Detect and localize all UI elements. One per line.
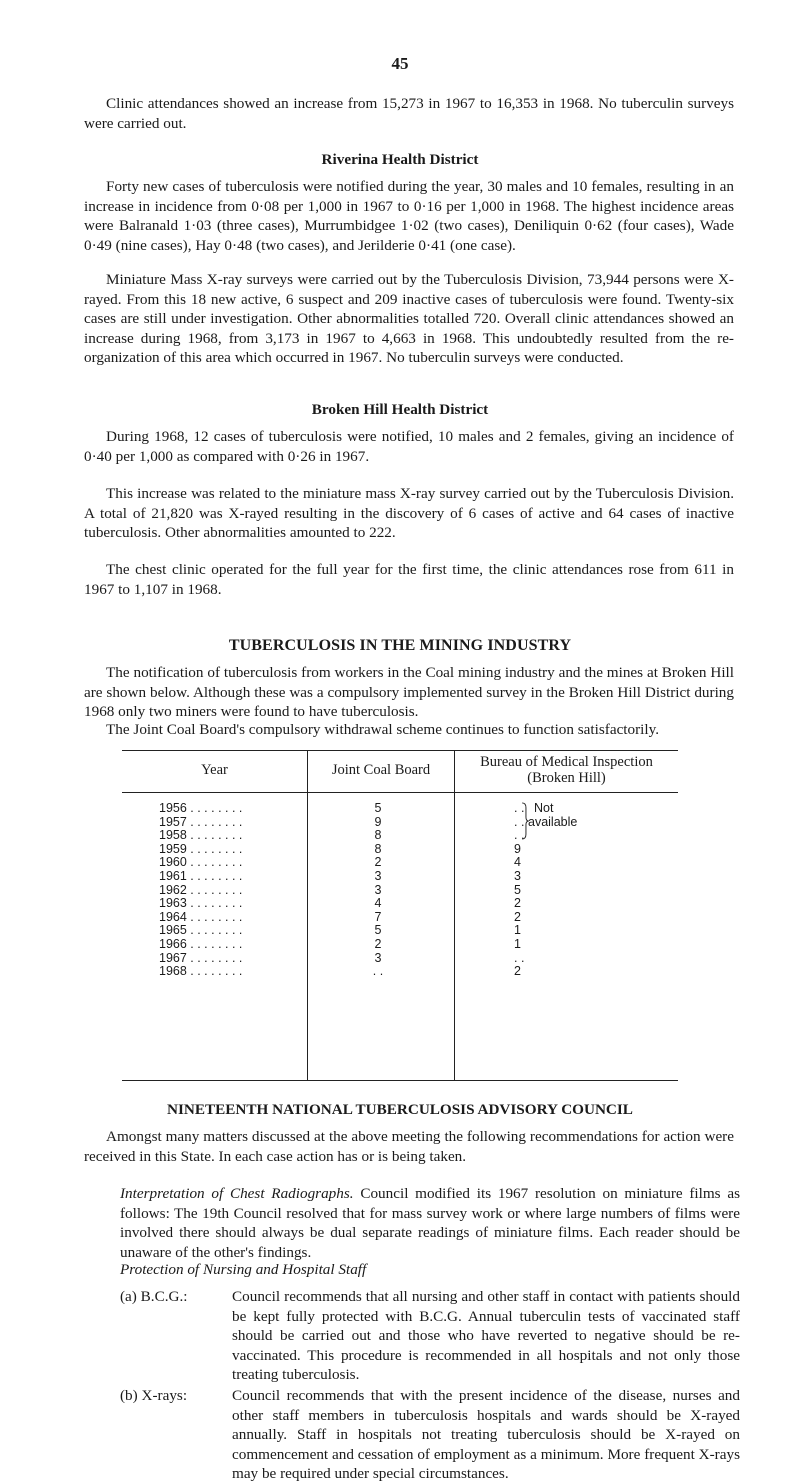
table-row-bmi: 1 [514, 936, 521, 951]
table-row-bmi: 3 [514, 868, 521, 883]
riverina-heading: Riverina Health District [321, 151, 479, 168]
recommendation-xrays-text: Council recommends that with the present incidence of the disease, nurses and other staff members in tuberculosis hospitals and wards should be X-rayed annually. Staff in hospitals not treating tuberculosis should be X-rayed on commencement and cessation of employment as a minimum. More frequent X-rays may be required under special circumstances. [232, 1387, 740, 1482]
table-row-jcb: 9 [374, 814, 382, 829]
table-row-jcb: 3 [374, 950, 382, 965]
table-row-year: 1958 . . . . . . . . [159, 828, 243, 843]
table-row-jcb: 5 [374, 801, 382, 815]
intro-paragraph: Clinic attendances showed an increase from 15,273 in 1967 to 16,353 in 1968. No tuberculin surveys were carried out. [84, 95, 734, 132]
page-number: 45 [391, 54, 409, 73]
table-row-year: 1963 . . . . . . . . [159, 896, 243, 911]
table-row-bmi: 4 [514, 855, 521, 870]
recommendation-bcg [120, 1287, 740, 1385]
council-heading: NINETEENTH NATIONAL TUBERCULOSIS ADVISORY COUNCIL [167, 1101, 633, 1118]
table-row-bmi: 2 [514, 964, 521, 979]
broken-hill-paragraph-3: The chest clinic operated for the full year for the first time, the clinic attendances rose from 611 in 1967 to 1,107 in 1968. [84, 561, 734, 598]
table-row-year: 1964 . . . . . . . . [159, 909, 243, 924]
table-row-jcb: 5 [374, 923, 382, 938]
interpretation-text: Council modified its 1967 resolution on miniature films as follows: The 19th Council resolved that for mass survey work or where large numbers of films were involved there should always be dual separate readings of miniature films. Each reader should be unaware of the other's findings. [120, 1185, 740, 1261]
table-row-bmi: 2 [514, 909, 521, 924]
table-row-jcb: 3 [374, 868, 382, 883]
table-row-year: 1956 . . . . . . . . [159, 801, 243, 815]
table-row-bmi: 5 [514, 882, 521, 897]
table-bottom-rule [122, 1080, 678, 1081]
table-row-year: 1968 . . . . . . . . [159, 964, 243, 979]
interpretation-title: Interpretation of Chest Radiographs. [120, 1185, 354, 1202]
mining-paragraph-1: The notification of tuberculosis from workers in the Coal mining industry and the mines at Broken Hill are shown below. Although these was a compulsory implemented survey in the Broken Hill District during 1968 only two miners were found to have tuberculosis. [84, 664, 734, 720]
header-bureau-line-1: Bureau of Medical Inspection [480, 754, 653, 770]
table-row-jcb: 8 [374, 841, 382, 856]
table-row-jcb: 8 [374, 828, 382, 843]
table-row-year: 1959 . . . . . . . . [159, 841, 243, 856]
header-joint-coal-board: Joint Coal Board [331, 762, 431, 778]
table-row-bmi: 1 [514, 923, 521, 938]
header-bureau [455, 754, 678, 786]
table-row-jcb: 3 [374, 882, 382, 897]
table-row-bmi: . . [514, 950, 525, 965]
table-row-year: 1965 . . . . . . . . [159, 923, 243, 938]
riverina-paragraph-2: Miniature Mass X-ray surveys were carried out by the Tuberculosis Division, 73,944 persons were X-rayed. From this 18 new active, 6 suspect and 209 inactive cases of tuberculosis were found. Twenty-six cases are still under investigation. Other abnormalities totalled 720. Overall clinic attendances showed an increase during 1968, from 3,173 in 1967 to 4,663 in 1968. This undoubtedly resulted from the re-organization of this area which occurred in 1967. No tuberculin surveys were conducted. [84, 271, 734, 366]
table-row-bmi: . . [514, 801, 525, 815]
table-top-rule [122, 750, 678, 751]
recommendation-bcg-label: (a) B.C.G.: [120, 1288, 188, 1305]
table-row-bmi: 9 [514, 841, 521, 856]
recommendation-xrays-label: (b) X-rays: [120, 1387, 188, 1404]
table-row-jcb: . . [372, 964, 384, 979]
interpretation-paragraph [120, 1184, 740, 1262]
table-row-year: 1960 . . . . . . . . [159, 855, 243, 870]
table-row-jcb: 7 [374, 909, 382, 924]
header-bureau-line-2: (Broken Hill) [527, 770, 606, 786]
mining-heading: TUBERCULOSIS IN THE MINING INDUSTRY [228, 637, 572, 654]
not-available-line-1: Not [534, 801, 554, 815]
not-available-note [528, 802, 577, 829]
council-paragraph: Amongst many matters discussed at the above meeting the following recommendations for action were received in this State. In each case action has or is being taken. [84, 1128, 734, 1165]
header-year: Year [201, 762, 228, 778]
table-row-jcb: 2 [374, 936, 382, 951]
riverina-paragraph-1: Forty new cases of tuberculosis were notified during the year, 30 males and 10 females, resulting in an increase in incidence from 0·08 per 1,000 in 1967 to 0·16 per 1,000 in 1968. The highest incidence areas were Balranald 1·03 (three cases), Murrumbidgee 1·02 (two cases), Deniliquin 0·62 (four cases), Wade 0·49 (nine cases), Hay 0·48 (two cases), and Jerilderie 0·41 (one case). [84, 178, 734, 254]
broken-hill-heading: Broken Hill Health District [311, 401, 489, 418]
recommendation-xrays [120, 1386, 740, 1484]
table-row-year: 1961 . . . . . . . . [159, 868, 243, 883]
protection-title: Protection of Nursing and Hospital Staff [120, 1261, 367, 1278]
mining-paragraph-2: The Joint Coal Board's compulsory withdrawal scheme continues to function satisfactorily. [106, 721, 660, 738]
recommendation-bcg-text: Council recommends that all nursing and other staff in contact with patients should be kept fully protected with B.C.G. Annual tuberculin tests of vaccinated staff should be carried out and those who have reverted to negative should be re-vaccinated. This procedure is recommended in all hospitals and not only those treating tuberculosis. [232, 1288, 740, 1383]
table-row-bmi: . . [514, 828, 525, 843]
year-column [159, 802, 319, 979]
broken-hill-paragraph-1: During 1968, 12 cases of tuberculosis were notified, 10 males and 2 females, giving an incidence of 0·40 per 1,000 as compared with 0·26 in 1967. [84, 428, 734, 465]
jcb-column [317, 802, 439, 979]
table-row-jcb: 4 [374, 896, 382, 911]
not-available-line-2: available [528, 814, 578, 829]
broken-hill-paragraph-2: This increase was related to the miniature mass X-ray survey carried out by the Tuberculosis Division. A total of 21,820 was X-rayed resulting in the discovery of 6 cases of active and 64 cases of inactive tuberculosis. Other abnormalities amounted to 222. [84, 485, 734, 541]
table-row-bmi: 2 [514, 896, 521, 911]
table-row-year: 1962 . . . . . . . . [159, 882, 243, 897]
table-row-jcb: 2 [374, 855, 382, 870]
table-row-bmi: . . [514, 814, 525, 829]
table-row-year: 1957 . . . . . . . . [159, 814, 243, 829]
table-header-rule [122, 792, 678, 793]
table-divider-2 [454, 750, 455, 1081]
mining-tuberculosis-table [122, 750, 678, 1081]
table-row-year: 1966 . . . . . . . . [159, 936, 243, 951]
table-row-year: 1967 . . . . . . . . [159, 950, 243, 965]
